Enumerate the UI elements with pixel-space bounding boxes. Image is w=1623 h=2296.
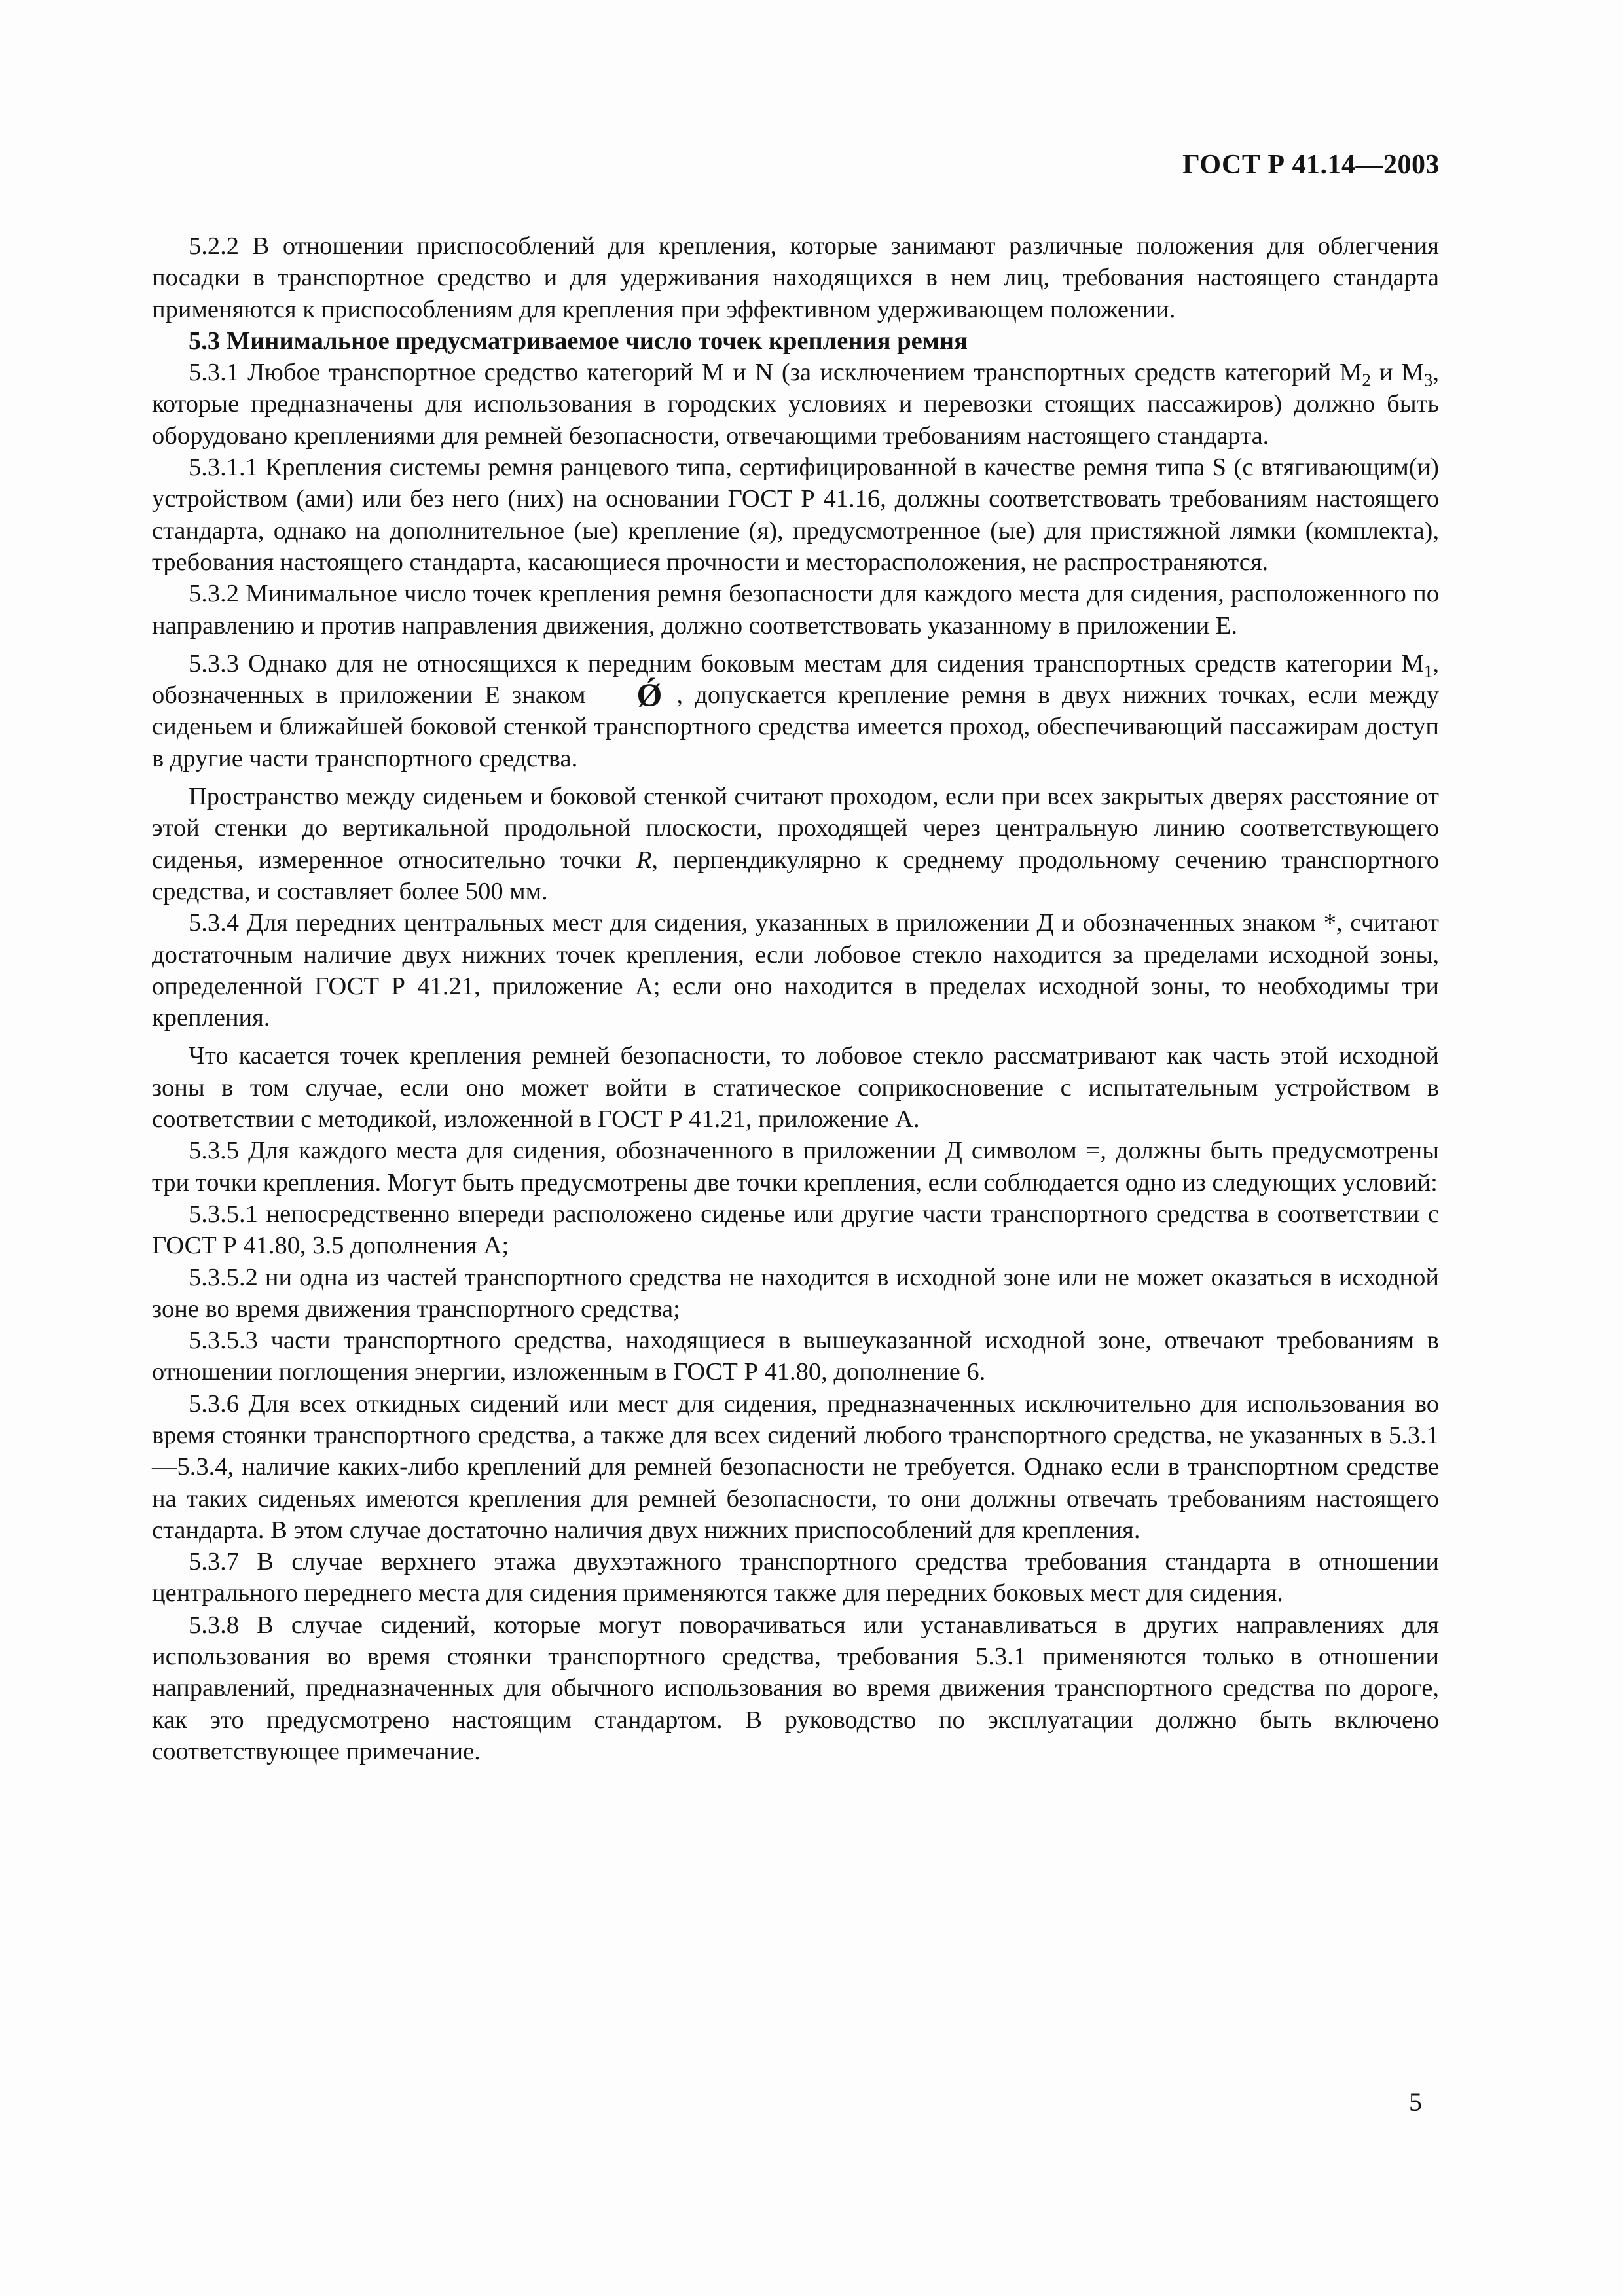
document-body <box>152 230 1439 1767</box>
paragraph-5-3-1 <box>152 357 1439 452</box>
subscript-category-m3: 3 <box>1423 370 1433 390</box>
paragraph-5-3-1-text-c: , которые предназначены для использования в городских условиях и перевозки стоящих пассажиров) должно быть оборудовано креплениями для ремней безопасности, отвечающими требованиям настоящего стандарта. <box>152 359 1439 450</box>
paragraph-windshield-zone: Что касается точек крепления ремней безопасности, то лобовое стекло рассматривают как часть этой исходной зоны в том случае, если оно может войти в статическое соприкосновение с испытательным устройством в соответствии с методикой, изложенной в ГОСТ Р 41.21, приложение А. <box>152 1042 1439 1134</box>
paragraph-5-2-2: 5.2.2 В отношении приспособлений для крепления, которые занимают различные положения для облегчения посадки в транспортное средство и для удерживания находящихся в нем лиц, требования настоящего стандарта применяются к приспособлениям для крепления при эффективном удерживающем положении. <box>152 232 1439 323</box>
paragraph-5-3-4: 5.3.4 Для передних центральных мест для сидения, указанных в приложении Д и обозначенных знаком *, считают достаточным наличие двух нижних точек крепления, если лобовое стекло находится за пределами исходной зоны, определенной ГОСТ Р 41.21, приложение А; если оно находится в пределах исходной зоны, то необходимы три крепления. <box>152 909 1439 1032</box>
paragraph-5-3-7: 5.3.7 В случае верхнего этажа двухэтажного транспортного средства требования стандарта в отношении центрального переднего места для сидения применяются также для передних боковых мест для сидения. <box>152 1548 1439 1607</box>
paragraph-5-3-5-3: 5.3.5.3 части транспортного средства, находящиеся в вышеуказанной исходной зоне, отвечают требованиям в отношении поглощения энергии, изложенным в ГОСТ Р 41.80, дополнение 6. <box>152 1327 1439 1386</box>
paragraph-5-3-5-1: 5.3.5.1 непосредственно впереди расположено сиденье или другие части транспортного средства в соответствии с ГОСТ Р 41.80, 3.5 дополнения А; <box>152 1200 1439 1260</box>
paragraph-5-3-1-text-b: и М <box>1370 359 1424 387</box>
seat-symbol-icon: Ǿ <box>636 676 663 713</box>
paragraph-passage-text-b: , перпендикулярно к среднему продольному сечению транспортного средства, и составляет более 500 мм. <box>152 846 1439 905</box>
paragraph-5-3-2: 5.3.2 Минимальное число точек крепления ремня безопасности для каждого места для сидения, расположенного по направлению и против направления движения, должно соответствовать указанному в приложении Е. <box>152 580 1439 639</box>
section-heading-5-3: 5.3 Минимальное предусматриваемое число точек крепления ремня <box>189 327 968 355</box>
paragraph-passage-definition <box>152 781 1439 907</box>
paragraph-passage-text-a: Пространство между сиденьем и боковой стенкой считают проходом, если при всех закрытых дверях расстояние от этой стенки до вертикальной продольной плоскости, проходящей через центральную линию соответствующего сиденья, измеренное относительно точки <box>152 783 1439 874</box>
paragraph-5-3-8: 5.3.8 В случае сидений, которые могут поворачиваться или устанавливаться в других направлениях для использования во время стоянки транспортного средства, требования 5.3.1 применяются только в отношении направлений, предназначенных для обычного использования во время движения транспортного средства по дороге, как это предусмотрено настоящим стандартом. В руководство по эксплуатации должно быть включено соответствующее примечание. <box>152 1611 1439 1765</box>
subscript-category-m1: 1 <box>1423 661 1433 681</box>
paragraph-5-3-1-1: 5.3.1.1 Крепления системы ремня ранцевого типа, сертифицированной в качестве ремня типа S (с втягивающим(и) устройством (ами) или без него (них) на основании ГОСТ Р 41.16, должны соответствовать требованиям настоящего стандарта, однако на дополнительное (ые) крепление (я), предусмотренное (ые) для пристяжной лямки (комплекта), требования настоящего стандарта, касающиеся прочности и месторасположения, не распространяются. <box>152 454 1439 576</box>
paragraph-5-3-6: 5.3.6 Для всех откидных сидений или мест для сидения, предназначенных исключительно для использования во время стоянки транспортного средства, а также для всех сидений любого транспортного средства, не указанных в 5.3.1—5.3.4, наличие каких-либо креплений для ремней безопасности не требуется. Однако если в транспортном средстве на таких сиденьях имеются крепления для ремней безопасности, то они должны отвечать требованиям настоящего стандарта. В этом случае достаточно наличия двух нижних приспособлений для крепления. <box>152 1390 1439 1544</box>
paragraph-5-3-5: 5.3.5 Для каждого места для сидения, обозначенного в приложении Д символом =, должны быть предусмотрены три точки крепления. Могут быть предусмотрены две точки крепления, если соблюдается одно из следующих условий: <box>152 1137 1439 1196</box>
subscript-category-m2: 2 <box>1362 370 1371 390</box>
paragraph-5-3-3-text-b: , обозначенных в приложении Е знаком <box>152 649 1439 709</box>
paragraph-5-3-1-text-a: 5.3.1 Любое транспортное средство категорий М и N (за исключением транспортных средств категорий М <box>189 359 1362 387</box>
point-r-label: R <box>636 846 652 874</box>
document-code-header: ГОСТ Р 41.14—2003 <box>1182 150 1440 180</box>
paragraph-5-3-5-2: 5.3.5.2 ни одна из частей транспортного средства не находится в исходной зоне или не может оказаться в исходной зоне во время движения транспортного средства; <box>152 1263 1439 1323</box>
paragraph-5-3-3-text-a: 5.3.3 Однако для не относящихся к передним боковым местам для сидения транспортных средств категории М <box>189 649 1424 677</box>
paragraph-5-3-3-text-c: , допускается крепление ремня в двух нижних точках, если между сиденьем и ближайшей боковой стенкой транспортного средства имеется проход, обеспечивающий пассажирам доступ в другие части транспортного средства. <box>152 681 1440 772</box>
paragraph-5-3-3 <box>152 648 1439 774</box>
page-number: 5 <box>1409 2087 1422 2117</box>
